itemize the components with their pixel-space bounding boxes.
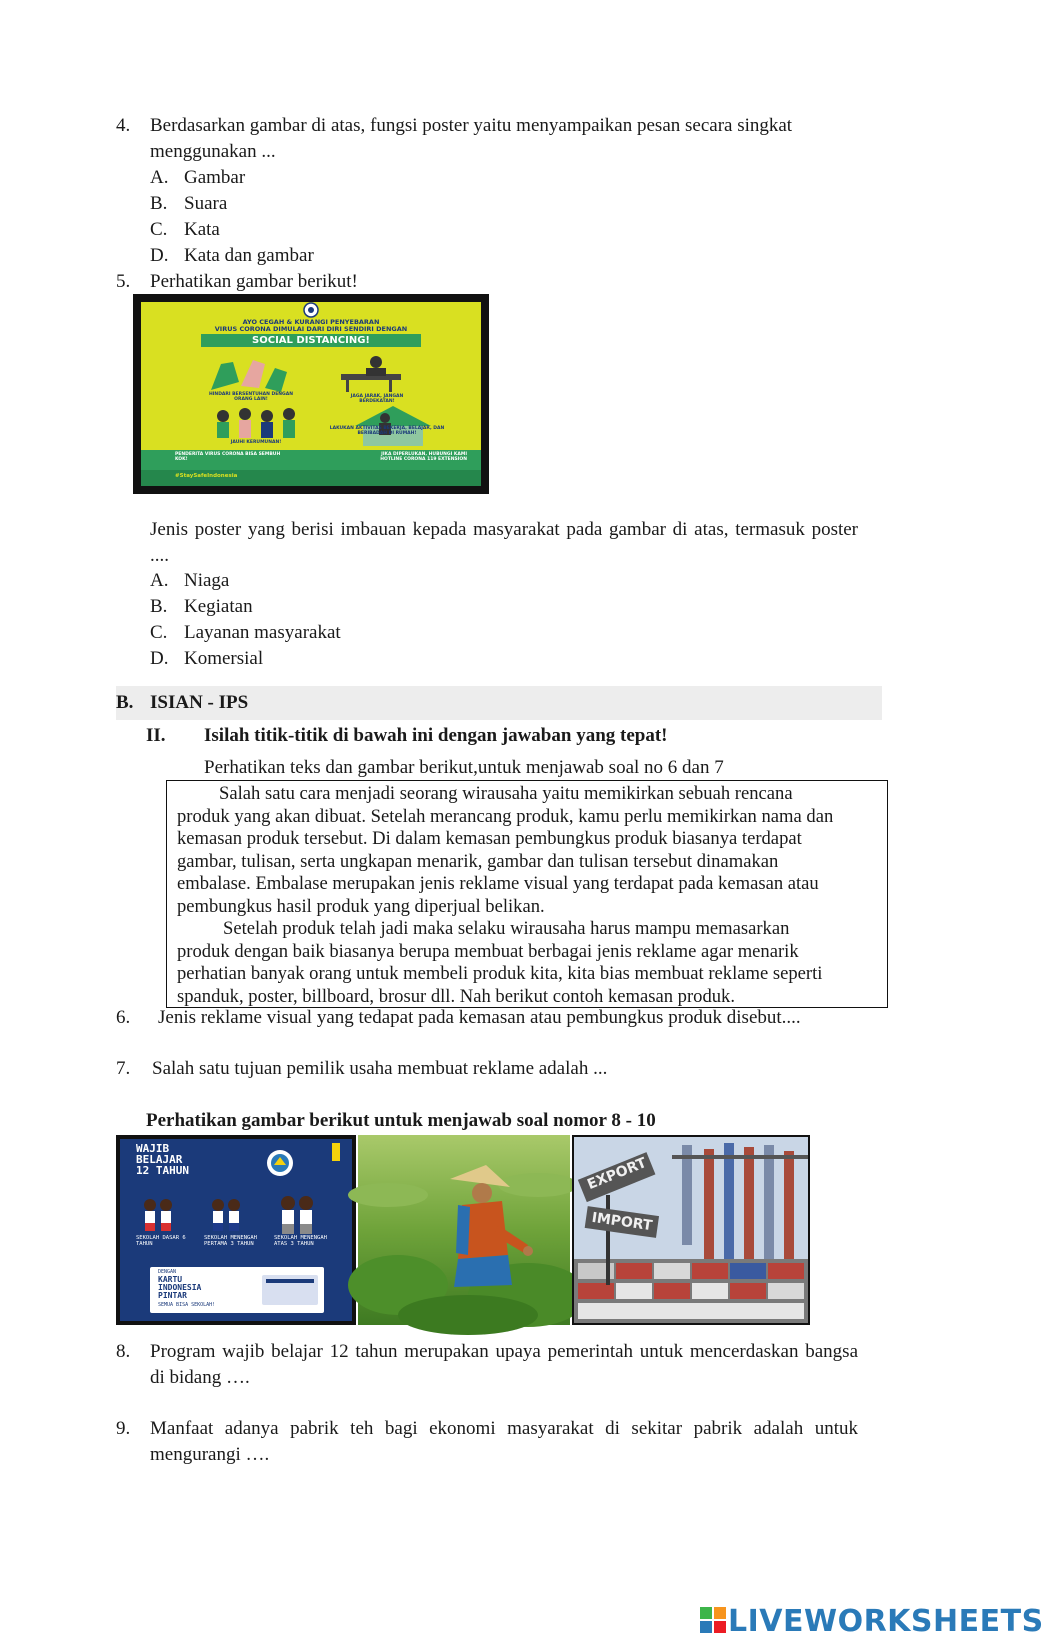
card-title-line: KARTU [158,1275,183,1284]
question-text-continued: menggunakan ... [150,141,276,162]
section-label: B. [116,692,134,713]
passage-intro: Perhatikan teks dan gambar berikut,untuk menjawab soal no 6 dan 7 [204,757,724,778]
question-number: 4. [116,115,131,136]
poster-line: AYO CEGAH & KURANGI PENYEBARAN [242,318,380,326]
poster-caption: JAUHI KERUMUNAN! [230,440,282,445]
passage-line: Setelah produk telah jadi maka selaku wirausaha harus mampu memasarkan [223,918,790,939]
passage-line: produk dengan baik biasanya berupa membuat berbagai jenis reklame agar menarik [177,940,799,962]
question-text: Berdasarkan gambar di atas, fungsi poster yaitu menyampaikan pesan secara singkat [150,115,793,136]
social-distancing-poster [133,294,489,494]
poster-caption: HINDARI BERSENTUHAN DENGAN ORANG LAIN! [208,392,293,402]
wajib-belajar-image [116,1135,356,1325]
card-title [158,1276,201,1300]
option-letter: A. [150,167,169,188]
question-prompt: Perhatikan gambar berikut! [150,271,358,292]
passage-line: perhatian banyak orang untuk membeli produk kita, kita bias membuat reklame seperti [177,963,823,984]
question-number: 7. [116,1058,131,1079]
option-letter: B. [150,193,168,214]
export-import-image [572,1135,810,1325]
liveworksheets-icon [700,1607,728,1635]
option-letter: C. [150,622,168,643]
option-d[interactable]: Komersial [184,648,264,669]
tea-picker-illustration [358,1135,570,1325]
question-8-text-continued: di bidang …. [150,1367,250,1388]
question-number: 5. [116,271,131,292]
poster-caption: JAGA JARAK, JANGAN BERDEKATAN! [350,394,404,404]
school-level-sma: SEKOLAH MENENGAH ATAS 3 TAHUN [274,1235,327,1247]
option-c[interactable]: Kata [184,219,220,240]
liveworksheets-logo[interactable] [700,1604,1044,1638]
option-letter: D. [150,648,169,669]
wajib-title-line: 12 TAHUN [136,1164,189,1177]
tea-plantation-image [358,1135,570,1325]
question-number: 9. [116,1418,131,1439]
question-6-text: Jenis reklame visual yang tedapat pada kemasan atau pembungkus produk disebut.... [158,1007,801,1028]
poster-line: VIRUS CORONA DIMULAI DARI DIRI SENDIRI DENGAN [214,325,408,333]
images-intro: Perhatikan gambar berikut untuk menjawab soal nomor 8 - 10 [146,1110,656,1131]
option-letter: A. [150,570,169,591]
section-title: ISIAN - IPS [150,692,249,713]
passage-line: pembungkus hasil produk yang diperjual belikan. [177,895,545,917]
school-level-smp: SEKOLAH MENENGAH PERTAMA 3 TAHUN [204,1235,257,1247]
card-suffix: SEMUA BISA SEKOLAH! [158,1302,216,1308]
poster-headline [141,319,481,333]
passage-line: Salah satu cara menjadi seorang wirausaha yaitu memikirkan sebuah rencana [219,783,793,804]
option-letter: B. [150,596,168,617]
option-b[interactable]: Suara [184,193,228,214]
card-prefix: DENGAN [158,1269,177,1275]
export-sign: EXPORT [585,1154,649,1194]
passage-line: spanduk, poster, billboard, brosur dll. Nah berikut contoh kemasan produk. [177,985,735,1007]
passage-line: gambar, tulisan, serta ungkapan menarik, gambar dan tulisan tersebut dinamakan [177,850,779,872]
passage-line: kemasan produk tersebut. Di dalam kemasan pembungkus produk biasanya terdapat [177,828,802,849]
question-8-text: Program wajib belajar 12 tahun merupakan upaya pemerintah untuk mencerdaskan bangsa [150,1341,858,1362]
wajib-title-line: WAJIB [136,1142,170,1155]
option-d[interactable]: Kata dan gambar [184,245,314,266]
question-9-text-continued: mengurangi …. [150,1444,270,1465]
option-a[interactable]: Gambar [184,167,246,188]
poster-banner: SOCIAL DISTANCING! [252,335,370,346]
option-a[interactable]: Niaga [184,570,230,591]
subsection-title: Isilah titik-titik di bawah ini dengan jawaban yang tepat! [204,725,668,746]
wajib-title-line: BELAJAR [136,1153,183,1166]
brand-name: LIVEWORKSHEETS [728,1603,1044,1639]
subsection-label: II. [146,725,166,746]
reading-passage [166,780,888,1008]
card-title-line: PINTAR [158,1291,187,1300]
question-7-text: Salah satu tujuan pemilik usaha membuat reklame adalah ... [152,1058,608,1079]
option-b[interactable]: Kegiatan [184,596,253,617]
option-letter: C. [150,219,168,240]
school-level-sd: SEKOLAH DASAR 6 TAHUN [136,1235,186,1247]
poster-caption: PENDERITA VIRUS CORONA BISA SEMBUH KOK! [175,452,281,462]
question-text-continued: .... [150,545,169,566]
poster-caption: JIKA DIPERLUKAN, HUBUNGI KAMI HOTLINE CORONA 119 EXTENSION [380,452,467,462]
container-port-illustration [572,1135,810,1325]
passage-line: produk yang akan dibuat. Setelah merancang produk, kamu perlu memikirkan nama dan [177,805,834,827]
option-letter: D. [150,245,169,266]
question-9-text: Manfaat adanya pabrik teh bagi ekonomi masyarakat di sekitar pabrik adalah untuk [150,1418,858,1439]
import-sign: IMPORT [590,1209,654,1235]
option-c[interactable]: Layanan masyarakat [184,622,341,643]
question-number: 6. [116,1007,131,1028]
poster-hashtag: #StaySafeIndonesia [175,473,238,479]
question-text: Jenis poster yang berisi imbauan kepada masyarakat pada gambar di atas, termasuk poster [150,519,858,540]
poster-caption: LAKUKAN AKTIVITAS BEKERJA, BELAJAR, DAN BERIBADAH DI RUMAH! [329,426,445,436]
card-title-line: INDONESIA [158,1283,202,1292]
passage-line: embalase. Embalase merupakan jenis reklame visual yang terdapat pada kemasan atau [177,873,819,894]
question-number: 8. [116,1341,131,1362]
wajib-title [136,1143,189,1176]
